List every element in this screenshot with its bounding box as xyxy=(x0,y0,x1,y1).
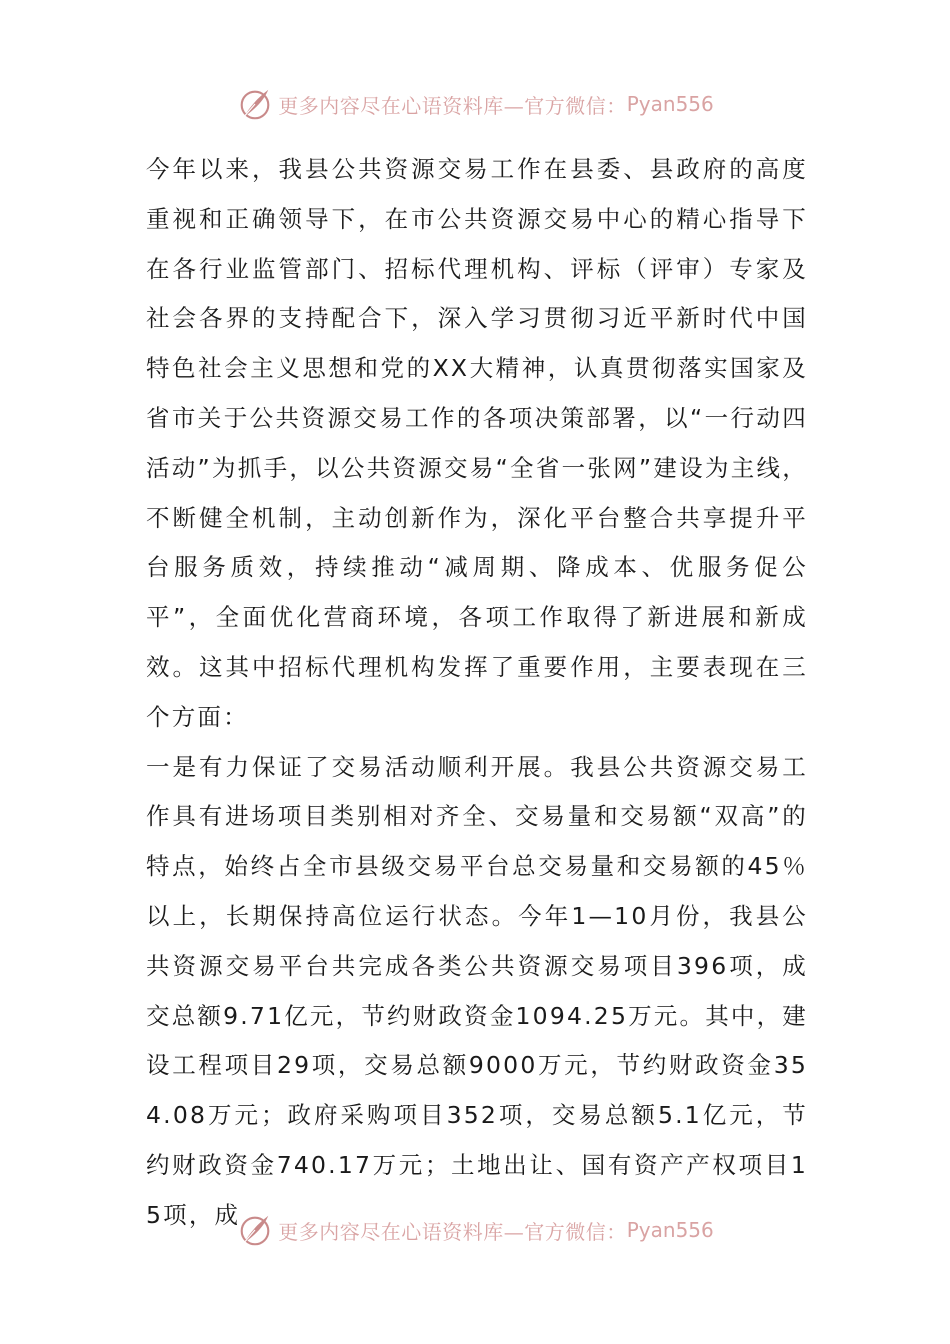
watermark-text: 更多内容尽在心语资料库—官方微信： xyxy=(278,93,627,118)
watermark-text: 更多内容尽在心语资料库—官方微信： xyxy=(278,1219,627,1244)
watermark-handle: Pyan556 xyxy=(626,92,714,116)
footer-watermark xyxy=(0,1210,950,1250)
quill-logo-icon xyxy=(236,85,274,123)
body-paragraph: 一是有力保证了交易活动顺利开展。我县公共资源交易工作具有进场项目类别相对齐全、交易量和交易额“双高”的特点，始终占全市县级交易平台总交易量和交易额的45％以上，长期保持高位运行状态。今年1—10月份，我县公共资源交易平台共完成各类公共资源交易项目396项，成交总额9.71亿元，节约财政资金1094.25万元。其中，建设工程项目29项，交易总额9000万元，节约财政资金354.08万元；政府采购项目352项，交易总额5.1亿元，节约财政资金740.17万元；土地出让、国有资产产权项目15项，成 xyxy=(146,752,809,1229)
header-watermark xyxy=(0,84,950,124)
body-paragraph: 今年以来，我县公共资源交易工作在县委、县政府的高度重视和正确领导下，在市公共资源交易中心的精心指导下在各行业监管部门、招标代理机构、评标（评审）专家及社会各界的支持配合下，深入学习贯彻习近平新时代中国特色社会主义思想和党的XX大精神，认真贯彻落实国家及省市关于公共资源交易工作的各项决策部署，以“一行动四活动”为抓手，以公共资源交易“全省一张网”建设为主线，不断健全机制，主动创新作为，深化平台整合共享提升平台服务质效，持续推动“减周期、降成本、优服务促公平”，全面优化营商环境，各项工作取得了新进展和新成效。这其中招标代理机构发挥了重要作用，主要表现在三个方面： xyxy=(146,155,808,731)
watermark-handle: Pyan556 xyxy=(626,1218,714,1242)
document-body xyxy=(146,145,808,1241)
quill-logo-icon xyxy=(236,1211,274,1249)
